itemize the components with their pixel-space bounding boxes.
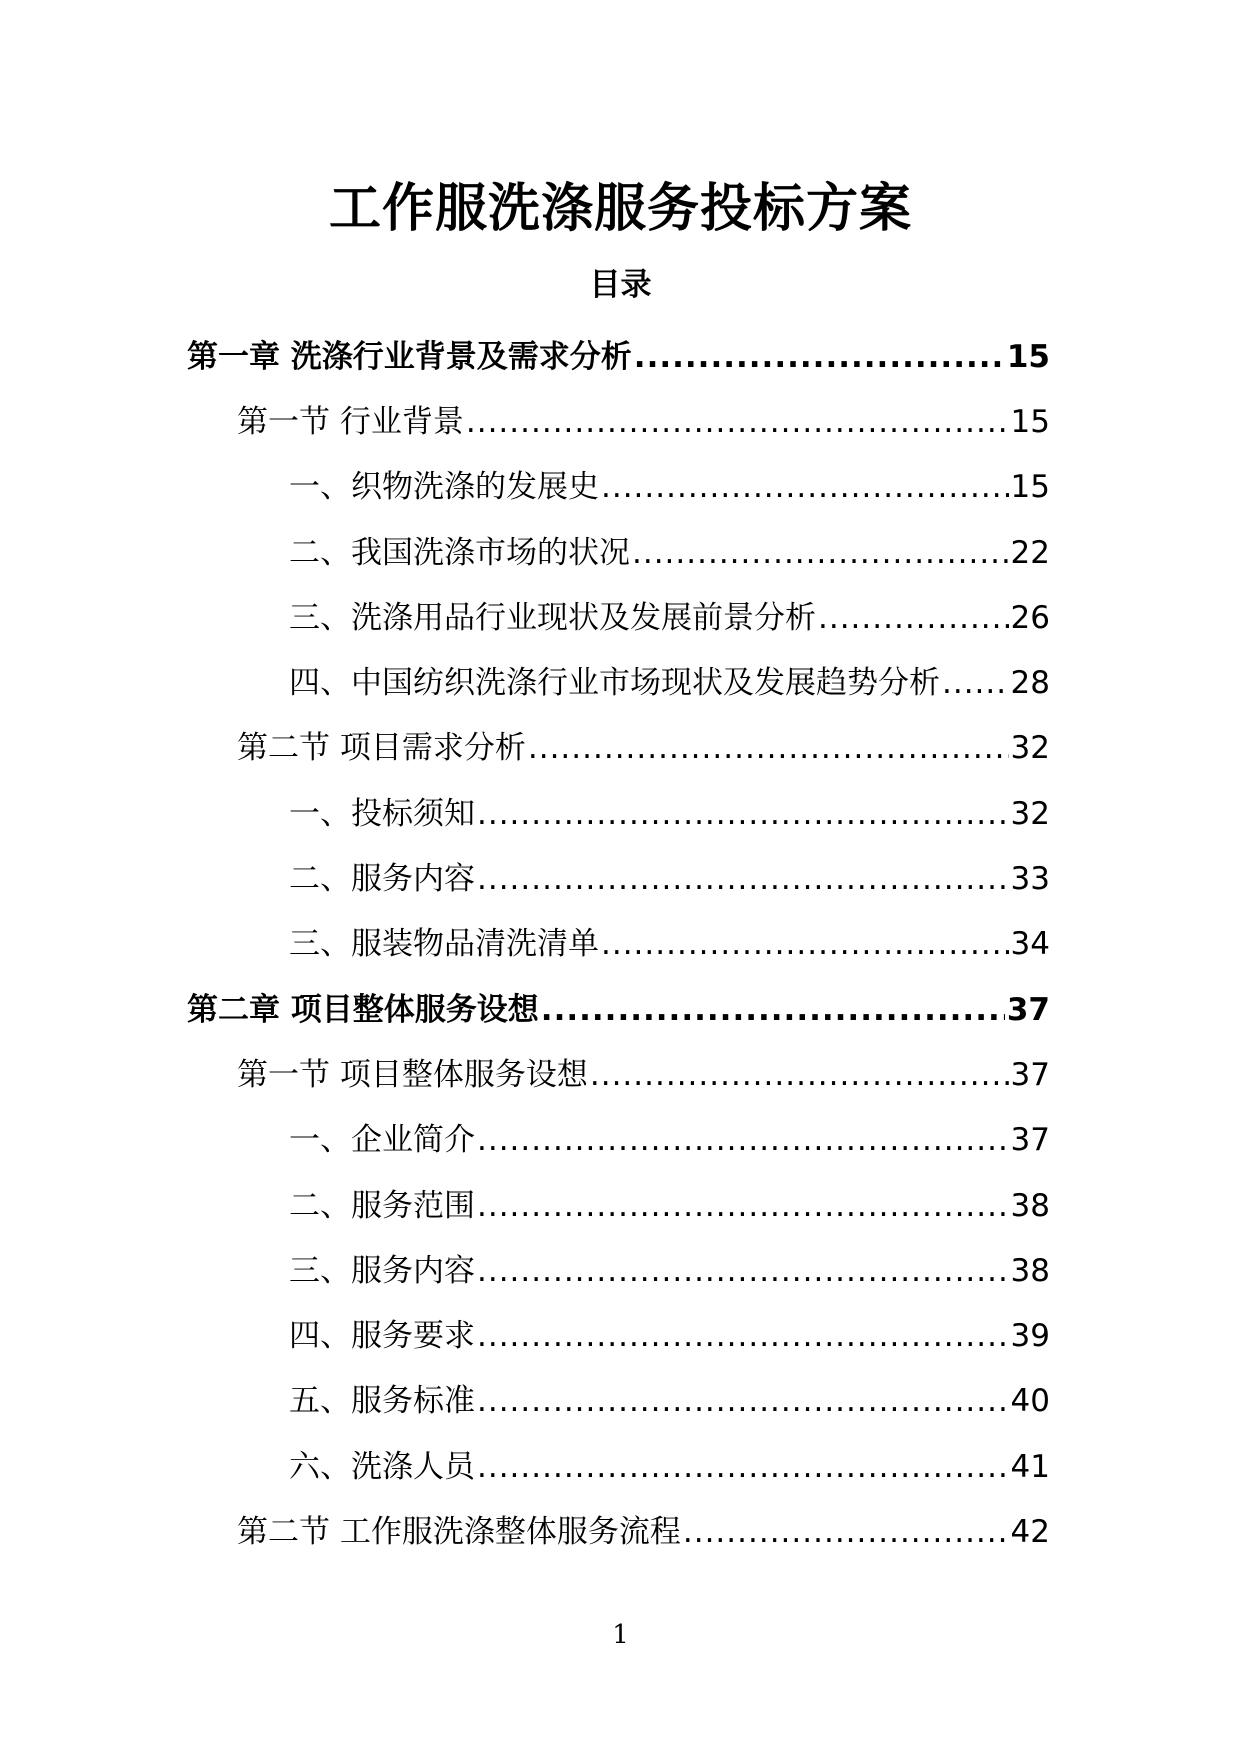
toc-entry-title: 二、我国洗涤市场的状况 xyxy=(289,534,630,571)
toc-entry-title: 二、服务范围 xyxy=(289,1187,475,1224)
toc-entry-title: 第二章 项目整体服务设想 xyxy=(187,991,539,1028)
toc-entry-title: 三、洗涤用品行业现状及发展前景分析 xyxy=(289,599,816,636)
toc-entry-subsection[interactable] xyxy=(0,520,1241,585)
toc-entry-subsection[interactable] xyxy=(0,781,1241,846)
toc-entry-subsection[interactable] xyxy=(0,650,1241,715)
toc-entry-title: 四、中国纺织洗涤行业市场现状及发展趋势分析 xyxy=(289,665,940,702)
toc-entry-title: 二、服务内容 xyxy=(289,861,475,898)
toc-entry-page: 26 xyxy=(1010,599,1050,636)
toc-entry-title: 三、服装物品清洗清单 xyxy=(289,926,599,963)
toc-entry-page: 38 xyxy=(1010,1187,1050,1224)
toc-leader-dots xyxy=(683,1512,1009,1552)
toc-entry-title: 一、投标须知 xyxy=(289,795,475,832)
toc-entry-title: 四、服务要求 xyxy=(289,1318,475,1355)
toc-heading: 目录 xyxy=(589,267,652,303)
toc-entry-subsection[interactable] xyxy=(0,1173,1241,1238)
toc-entry-page: 33 xyxy=(1010,861,1050,898)
toc-entry-subsection[interactable] xyxy=(0,846,1241,911)
toc-leader-dots xyxy=(601,924,1009,964)
toc-entry-page: 37 xyxy=(1006,991,1050,1028)
toc-entry-page: 38 xyxy=(1010,1252,1050,1289)
toc-leader-dots xyxy=(477,1316,1009,1356)
toc-entry-page: 40 xyxy=(1010,1383,1050,1420)
toc-entry-title: 六、洗涤人员 xyxy=(289,1448,475,1485)
toc-entry-page: 32 xyxy=(1010,730,1050,767)
page-number: 1 xyxy=(612,1620,629,1650)
toc-entry-subsection[interactable] xyxy=(0,455,1241,520)
toc-entry-subsection[interactable] xyxy=(0,1303,1241,1368)
toc-entry-section[interactable] xyxy=(0,389,1241,454)
toc-entry-page: 22 xyxy=(1010,534,1050,571)
toc-entry-section[interactable] xyxy=(0,716,1241,781)
toc-entry-page: 15 xyxy=(1010,403,1050,440)
toc-leader-dots xyxy=(477,1447,1009,1487)
toc-entry-page: 37 xyxy=(1010,1056,1050,1093)
toc-entry-subsection[interactable] xyxy=(0,1108,1241,1173)
toc-leader-dots xyxy=(477,1381,1009,1421)
toc-entry-subsection[interactable] xyxy=(0,1238,1241,1303)
toc-entry-title: 第一节 项目整体服务设想 xyxy=(237,1056,588,1093)
toc-leader-dots xyxy=(477,794,1009,834)
toc-entry-section[interactable] xyxy=(0,1042,1241,1107)
toc-entry-subsection[interactable] xyxy=(0,1369,1241,1434)
toc-entry-page: 28 xyxy=(1010,665,1050,702)
toc-entry-chapter-1[interactable] xyxy=(0,324,1241,389)
toc-leader-dots xyxy=(477,1120,1009,1160)
toc-leader-dots xyxy=(601,467,1009,507)
toc-entry-subsection[interactable] xyxy=(0,1434,1241,1499)
toc-entry-title: 第二节 工作服洗涤整体服务流程 xyxy=(237,1513,681,1550)
toc-entry-page: 39 xyxy=(1010,1318,1050,1355)
toc-entry-subsection[interactable] xyxy=(0,912,1241,977)
toc-leader-dots xyxy=(942,663,1009,703)
toc-entry-page: 15 xyxy=(1006,338,1050,375)
toc-leader-dots xyxy=(818,598,1009,638)
toc-leader-dots xyxy=(632,533,1009,573)
toc-entry-title: 第二节 项目需求分析 xyxy=(237,730,526,767)
document-title: 工作服洗涤服务投标方案 xyxy=(328,179,912,239)
toc-entry-title: 一、织物洗涤的发展史 xyxy=(289,469,599,506)
toc-entry-page: 42 xyxy=(1010,1513,1050,1550)
toc-entry-title: 一、企业简介 xyxy=(289,1122,475,1159)
toc-entry-page: 37 xyxy=(1010,1122,1050,1159)
toc-entry-title: 三、服务内容 xyxy=(289,1252,475,1289)
toc-entry-page: 32 xyxy=(1010,795,1050,832)
table-of-contents xyxy=(0,324,1241,1565)
toc-leader-dots xyxy=(528,728,1009,768)
toc-leader-dots xyxy=(590,1055,1009,1095)
toc-entry-chapter-2[interactable] xyxy=(0,977,1241,1042)
toc-entry-page: 41 xyxy=(1010,1448,1050,1485)
toc-leader-dots xyxy=(541,990,1005,1030)
toc-leader-dots xyxy=(634,337,1005,377)
toc-leader-dots xyxy=(477,859,1009,899)
toc-leader-dots xyxy=(466,402,1009,442)
toc-leader-dots xyxy=(477,1251,1009,1291)
toc-leader-dots xyxy=(477,1186,1009,1226)
toc-entry-subsection[interactable] xyxy=(0,585,1241,650)
toc-entry-section[interactable] xyxy=(0,1499,1241,1564)
toc-entry-title: 第一章 洗涤行业背景及需求分析 xyxy=(187,338,632,375)
toc-entry-page: 15 xyxy=(1010,469,1050,506)
toc-entry-title: 五、服务标准 xyxy=(289,1383,475,1420)
toc-entry-title: 第一节 行业背景 xyxy=(237,403,464,440)
toc-entry-page: 34 xyxy=(1010,926,1050,963)
